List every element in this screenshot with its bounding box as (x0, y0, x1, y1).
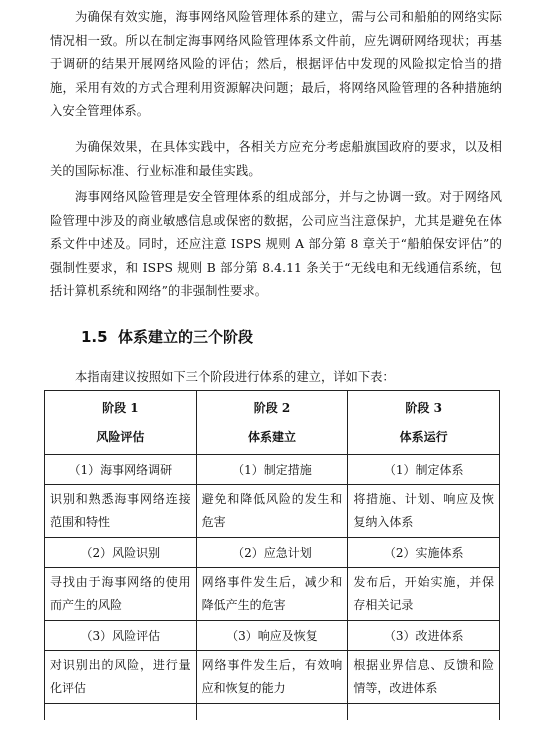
desc-cell: 发布后，开始实施，并保存相关记录 (348, 568, 500, 621)
desc-cell: 网络事件发生后，减少和降低产生的危害 (196, 568, 348, 621)
table-header-cell (45, 391, 197, 455)
desc-cell: 根据业界信息、反馈和险情等，改进体系 (348, 651, 500, 704)
empty-cell (348, 704, 500, 721)
step-cell: （3）响应及恢复 (196, 621, 348, 651)
step-cell: （2）应急计划 (196, 538, 348, 568)
section-title: 体系建立的三个阶段 (118, 328, 254, 346)
step-cell: （2）风险识别 (45, 538, 197, 568)
step-cell: （1）制定措施 (196, 455, 348, 485)
step-cell: （3）风险评估 (45, 621, 197, 651)
paragraph-implementation: 为确保有效实施，海事网络风险管理体系的建立，需与公司和船舶的网络实际情况相一致。所以在制定海事网络风险管理体系文件前，应先调研网络现状；再基于调研的结果开展网络风险的评估；然后，根据评估中发现的风险拟定恰当的措施，采用有效的方式合理利用资源解决问题；最后，将网络风险管理的各种措施纳入安全管理体系。 (50, 10, 502, 118)
phase-label: 阶段 3 (405, 400, 442, 415)
table-header-cell (196, 391, 348, 455)
section-number: 1.5 (81, 328, 108, 346)
phases-table (44, 390, 500, 720)
desc-cell: 网络事件发生后，有效响应和恢复的能力 (196, 651, 348, 704)
table-row (45, 455, 500, 485)
section-heading (81, 326, 253, 347)
table-row (45, 621, 500, 651)
phase-name: 体系运行 (399, 429, 448, 444)
desc-cell: 对识别出的风险，进行量化评估 (45, 651, 197, 704)
table-header-cell (348, 391, 500, 455)
paragraph-management: 海事网络风险管理是安全管理体系的组成部分，并与之协调一致。对于网络风险管理中涉及的商业敏感信息或保密的数据，公司应当注意保护，尤其是避免在体系文件中述及。同时，还应注意 ISPS 规则 A 部分第 8 章关于“船舶保安评估”的强制性要求，和 ISPS 规则 B 部分第 8.4.11 条关于“无线电和无线通信系统，包括计算机系统和网络”的非强制性要求。 (50, 190, 502, 298)
table-row (45, 651, 500, 704)
step-cell: （1）制定体系 (348, 455, 500, 485)
table-intro: 本指南建议按照如下三个阶段进行体系的建立，详如下表： (75, 370, 395, 384)
table-row (45, 485, 500, 538)
table-header-row (45, 391, 500, 455)
desc-cell: 识别和熟悉海事网络连接范围和特性 (45, 485, 197, 538)
desc-cell: 寻找由于海事网络的使用而产生的风险 (45, 568, 197, 621)
desc-cell: 避免和降低风险的发生和危害 (196, 485, 348, 538)
paragraph-effect: 为确保效果，在具体实践中，各相关方应充分考虑船旗国政府的要求，以及相关的国际标准、行业标准和最佳实践。 (50, 140, 502, 178)
table-row-continued (45, 704, 500, 721)
empty-cell (45, 704, 197, 721)
empty-cell (196, 704, 348, 721)
phase-label: 阶段 1 (102, 400, 139, 415)
desc-cell: 将措施、计划、响应及恢复纳入体系 (348, 485, 500, 538)
step-cell: （2）实施体系 (348, 538, 500, 568)
step-cell: （3）改进体系 (348, 621, 500, 651)
step-cell: （1）海事网络调研 (45, 455, 197, 485)
phase-name: 体系建立 (247, 429, 296, 444)
phase-name: 风险评估 (96, 429, 145, 444)
phase-label: 阶段 2 (253, 400, 291, 415)
table-row (45, 538, 500, 568)
table-row (45, 568, 500, 621)
